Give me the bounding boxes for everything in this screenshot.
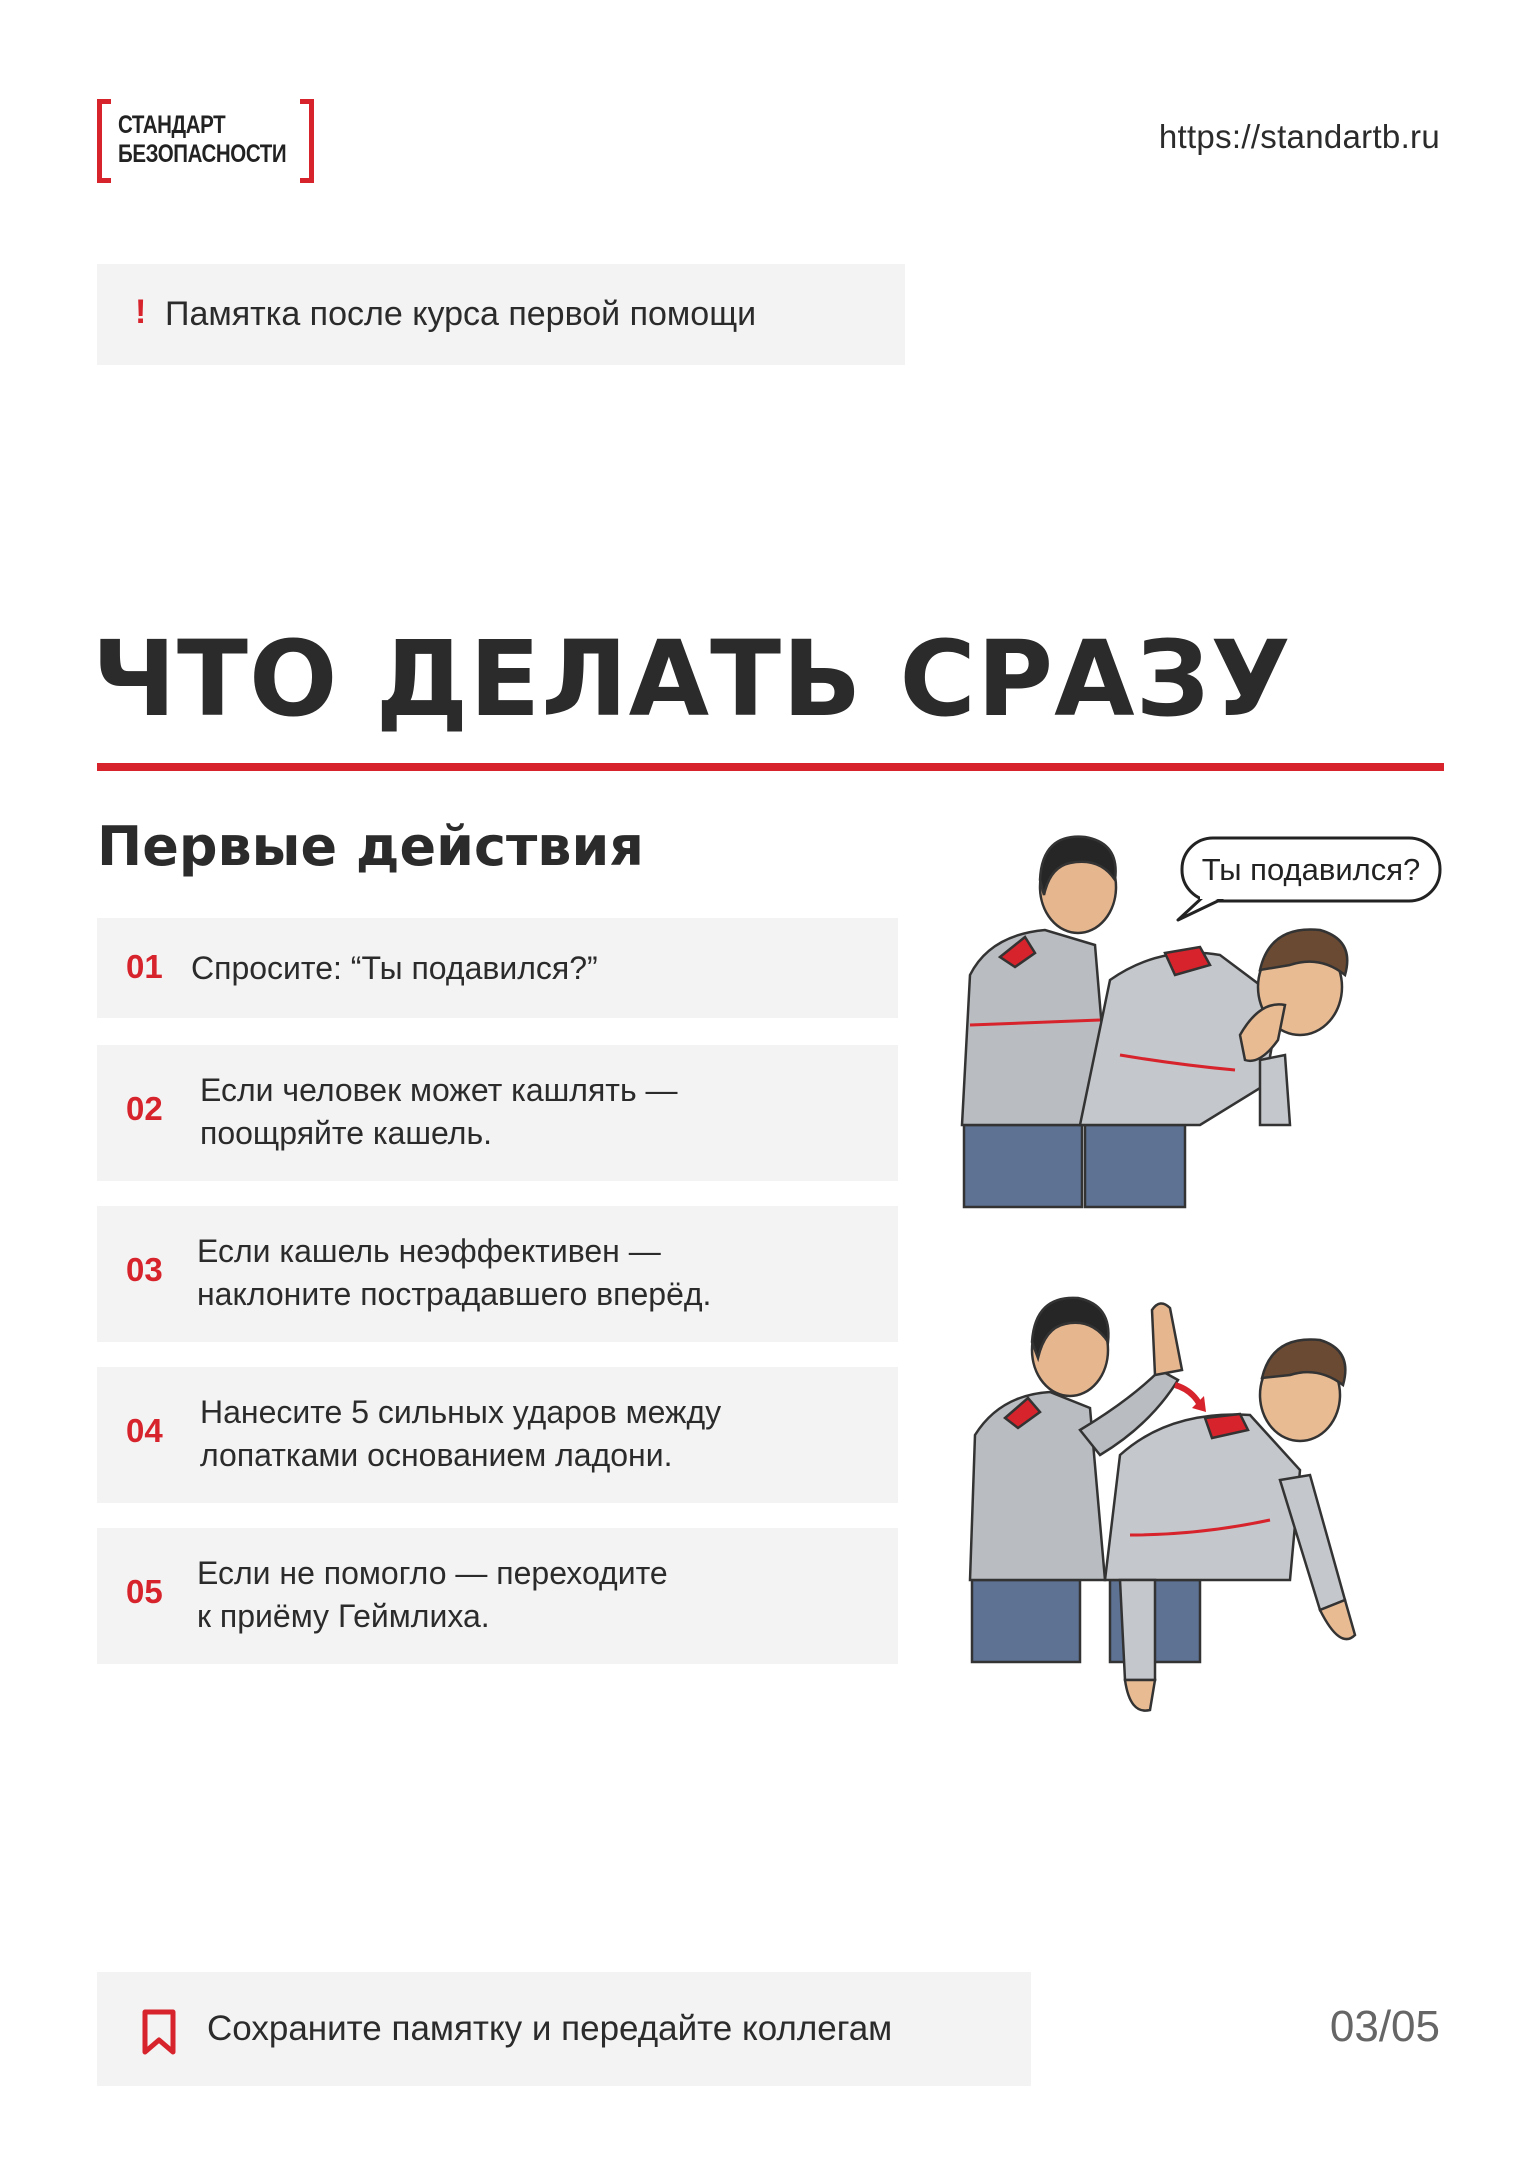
exclamation-icon: ! (135, 293, 147, 331)
step-text-line-1: Спросите: “Ты подавился?” (191, 950, 598, 986)
step-text-line-2: поощряйте кашель. (200, 1115, 493, 1151)
site-url[interactable]: https://standartb.ru (1158, 118, 1440, 155)
illustration-asking-choking (960, 825, 1450, 1210)
brand-logo (97, 99, 314, 183)
step-item (97, 1206, 898, 1342)
step-number: 01 (126, 948, 163, 985)
victim-figure (1080, 930, 1347, 1208)
step-text-line-1: Если человек может кашлять — (200, 1072, 678, 1108)
step-item (97, 1045, 898, 1181)
step-text-line-1: Если не помогло — переходите (197, 1555, 668, 1591)
step-number: 04 (126, 1412, 163, 1449)
step-text-line-1: Нанесите 5 сильных ударов между (200, 1394, 722, 1430)
page-counter: 03/05 (1329, 2002, 1440, 2051)
step-text-line-2: наклоните пострадавшего вперёд. (197, 1276, 712, 1312)
step-item (97, 918, 898, 1018)
step-number: 03 (126, 1251, 163, 1288)
title-divider (97, 763, 1444, 771)
bookmark-icon (142, 2009, 176, 2055)
step-number: 05 (126, 1573, 163, 1610)
section-subtitle: Первые действия (97, 815, 644, 878)
page-title: ЧТО ДЕЛАТЬ СРАЗУ (92, 618, 1292, 740)
logo-line-1: СТАНДАРТ (118, 111, 226, 139)
footer-banner (97, 1972, 1031, 2086)
info-note (97, 264, 905, 365)
logo-bracket-left (97, 99, 111, 183)
illustration-back-blows (960, 1280, 1380, 1720)
footer-text: Сохраните памятку и передайте коллегам (207, 2009, 893, 2048)
step-item (97, 1528, 898, 1664)
step-item (97, 1367, 898, 1503)
step-text-line-1: Если кашель неэффективен — (197, 1233, 661, 1269)
step-number: 02 (126, 1090, 163, 1127)
arrow-icon (1175, 1385, 1200, 1405)
speech-bubble-text: Ты подавился? (1201, 852, 1421, 887)
speech-bubble (1178, 838, 1440, 920)
note-text: Памятка после курса первой помощи (165, 295, 757, 333)
logo-bracket-right (300, 99, 314, 183)
step-text-line-2: лопатками основанием ладони. (200, 1437, 673, 1473)
logo-line-2: БЕЗОПАСНОСТИ (118, 140, 287, 168)
step-text-line-2: к приёму Геймлиха. (197, 1598, 490, 1634)
